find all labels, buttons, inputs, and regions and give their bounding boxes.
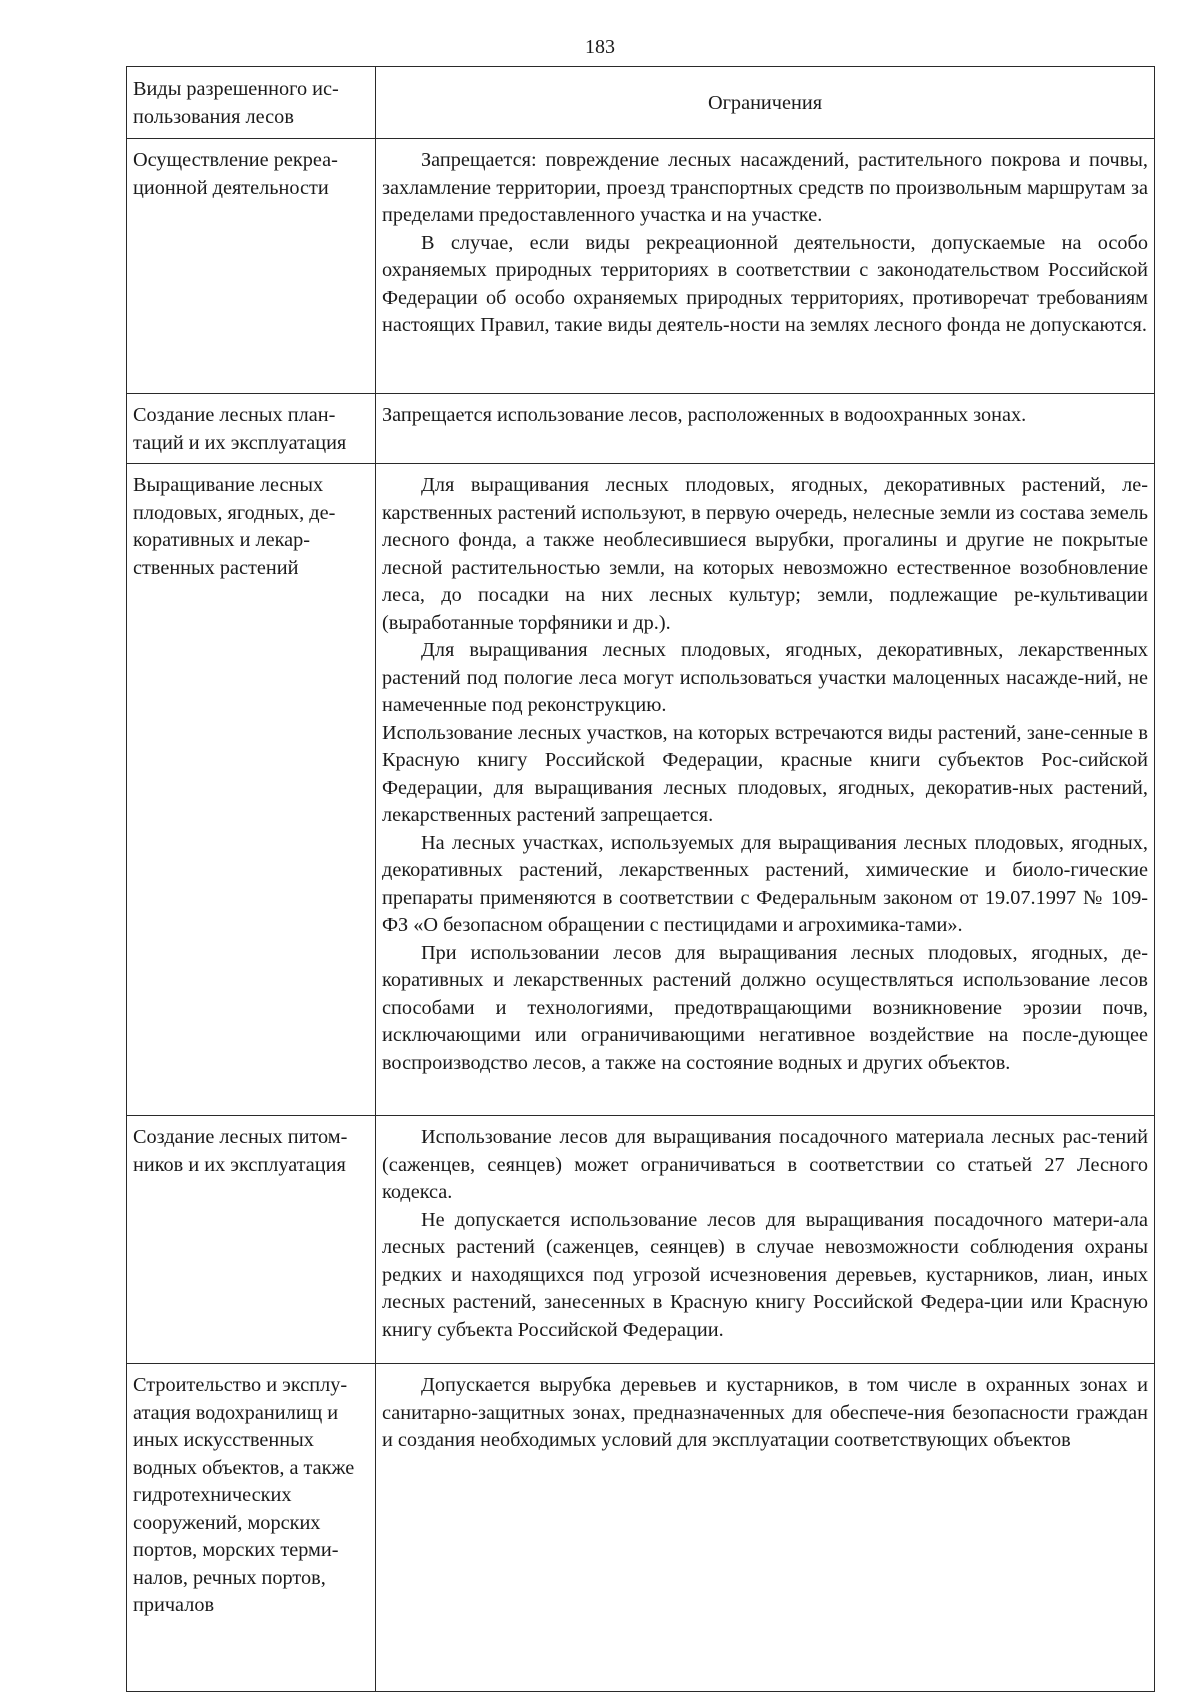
header-forest-use-kind: Виды разрешенного ис-пользования лесов — [127, 67, 376, 139]
restrictions-cell — [376, 464, 1155, 1116]
table-row — [127, 1364, 1155, 1692]
table-row — [127, 394, 1155, 464]
forest-use-kind-cell: Осуществление рекреа-ционной деятельности — [127, 139, 376, 394]
restriction-paragraph: Для выращивания лесных плодовых, ягодных, декоративных растений, ле-карственных растений используют, в первую очередь, нелесные земли из состава земель лесного фонда, а также необлесившиеся вырубки, прогалины и другие не покрытые лесной растительностью земли, на которых невозможно естественное возобновление леса, до посадки на них лесных культур; земли, подлежащие ре-культивации (выработанные торфяники и др.). — [382, 474, 1148, 634]
header-restrictions: Ограничения — [376, 67, 1155, 139]
table-row — [127, 464, 1155, 1116]
restriction-paragraph: Для выращивания лесных плодовых, ягодных, декоративных, лекарственных растений под пологие леса могут использоваться участки малоценных насажде-ний, не намеченные под реконструкцию. — [382, 639, 1148, 716]
restriction-paragraph: Использование лесных участков, на которых встречаются виды растений, зане-сенные в Красную книгу Российской Федерации, красные книги субъектов Рос-сийской Федерации, для выращивания лесных плодовых, ягодных, декоратив-ных растений, лекарственных растений запрещается. — [382, 721, 1148, 826]
restriction-paragraph: На лесных участках, используемых для выращивания лесных плодовых, ягодных, декоративных растений, лекарственных растений, химические и биоло-гические препараты применяются в соответствии с Федеральным законом от 19.07.1997 № 109-ФЗ «О безопасном обращении с пестицидами и агрохимика-тами». — [382, 831, 1148, 936]
restriction-paragraph: В случае, если виды рекреационной деятельности, допускаемые на особо охраняемых природных территориях в соответствии с законодательством Российской Федерации об особо охраняемых природных территориях, противоречат требованиям настоящих Правил, такие виды деятель-ности на землях лесного фонда не допускаются. — [382, 231, 1148, 336]
page-number: 183 — [585, 36, 615, 58]
restriction-paragraph: Использование лесов для выращивания посадочного материала лесных рас-тений (саженцев, сеянцев) может ограничиваться в соответствии со статьей 27 Лесного кодекса. — [382, 1126, 1148, 1203]
restriction-paragraph: При использовании лесов для выращивания лесных плодовых, ягодных, де-коративных и лекарственных растений должно осуществляться использование лесов способами и технологиями, предотвращающими возникновение эрозии почв, исключающими или ограничивающими негативное воздействие на после-дующее воспроизводство лесов, а также на состояние водных и других объектов. — [382, 941, 1148, 1074]
table-row — [127, 1116, 1155, 1364]
restrictions-cell — [376, 139, 1155, 394]
restriction-paragraph: Запрещается использование лесов, расположенных в водоохранных зонах. — [382, 404, 1027, 426]
forest-use-kind-cell: Выращивание лесных плодовых, ягодных, де-коративных и лекар-ственных растений — [127, 464, 376, 1116]
table-header-row — [127, 67, 1155, 139]
forest-use-kind-cell: Создание лесных план-таций и их эксплуатация — [127, 394, 376, 464]
forest-use-kind-cell: Создание лесных питом-ников и их эксплуатация — [127, 1116, 376, 1364]
restriction-paragraph: Допускается вырубка деревьев и кустарников, в том числе в охранных зонах и санитарно-защитных зонах, предназначенных для обеспече-ния безопасности граждан и создания необходимых условий для эксплуатации соответствующих объектов — [382, 1374, 1148, 1451]
restrictions-cell — [376, 1364, 1155, 1692]
restrictions-cell — [376, 1116, 1155, 1364]
restriction-paragraph: Не допускается использование лесов для выращивания посадочного матери-ала лесных растений (саженцев, сеянцев) в случае невозможности соблюдения охраны редких и находящихся под угрозой исчезновения деревьев, кустарников, лиан, иных лесных растений, занесенных в Красную книгу Российской Федера-ции или Красную книгу субъекта Российской Федерации. — [382, 1208, 1148, 1341]
restriction-paragraph: Запрещается: повреждение лесных насаждений, растительного покрова и почвы, захламление территории, проезд транспортных средств по произвольным маршрутам за пределами предоставленного участка и на участке. — [382, 149, 1148, 226]
forest-use-kind-cell: Строительство и эксплу-атация водохранилищ и иных искусственных водных объектов, а также гидротехнических сооружений, морских портов, морских терми-налов, речных портов, причалов — [127, 1364, 376, 1692]
table-row — [127, 139, 1155, 394]
forest-use-restrictions-table — [126, 66, 1155, 1692]
restrictions-cell — [376, 394, 1155, 464]
